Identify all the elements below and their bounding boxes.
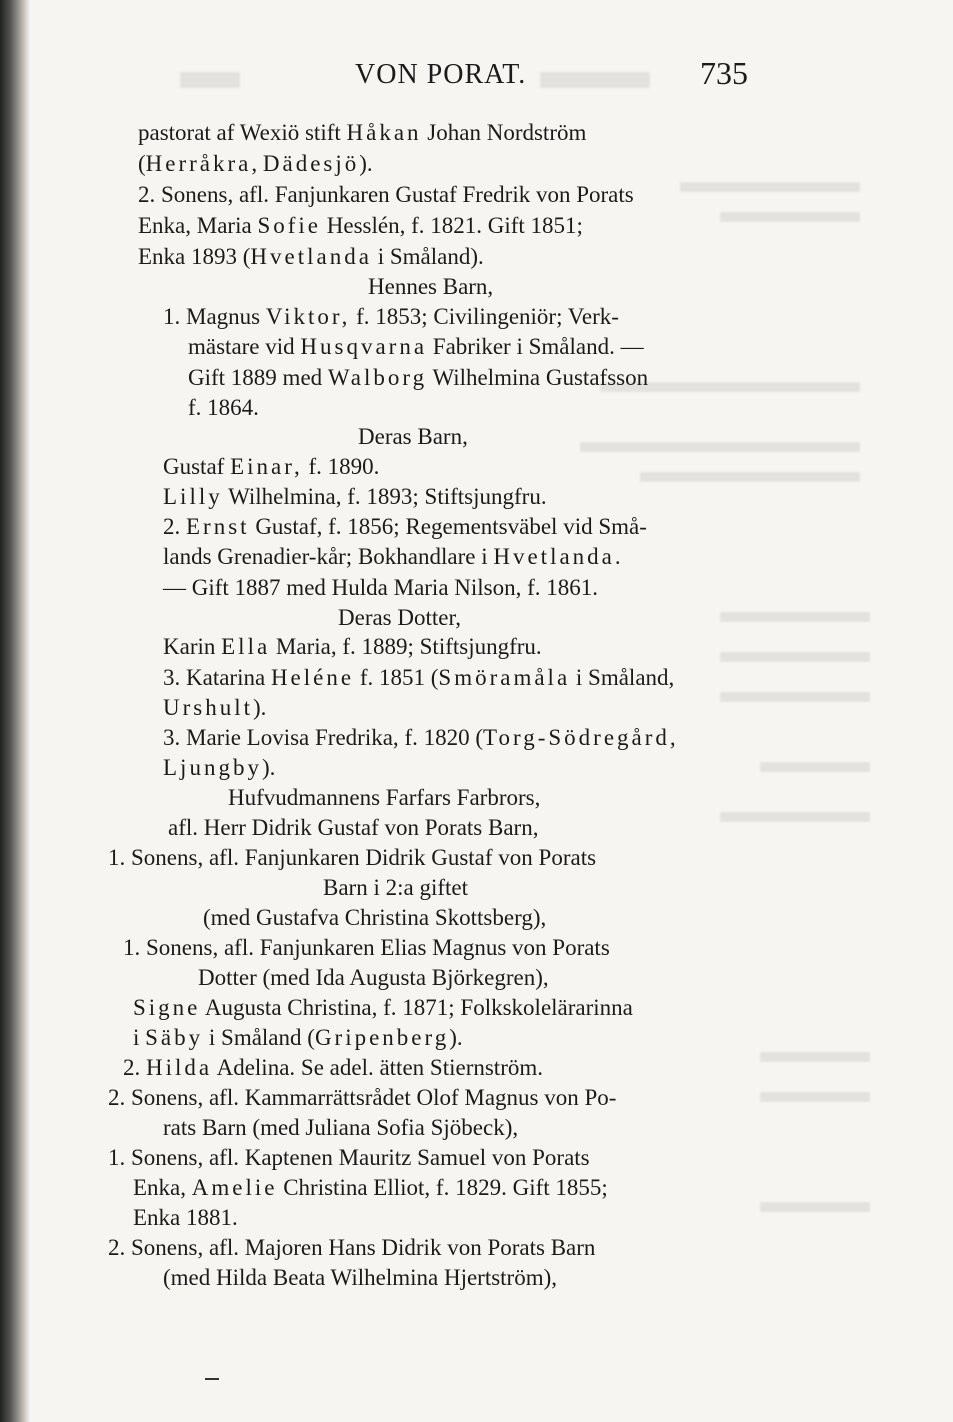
text-line [163, 452, 379, 482]
text-segment: ). [261, 755, 276, 780]
text-line [228, 783, 540, 813]
text-segment: Adelina. [216, 1055, 296, 1080]
text-segment: 2. [108, 1235, 131, 1260]
text-segment: Einar, [230, 454, 303, 479]
text-segment: Katarina [186, 665, 266, 690]
text-line [203, 903, 546, 933]
text-segment: lands Grenadier-kår; Bokhandlare i [163, 544, 494, 569]
text-segment: Signe [133, 995, 201, 1020]
text-segment: Heléne [270, 665, 355, 690]
text-segment: Ljungby [163, 755, 262, 780]
running-head: VON PORAT. [355, 59, 527, 90]
book-binding-edge [0, 0, 30, 1422]
text-segment: Hilda [146, 1055, 213, 1080]
text-segment: ). [253, 695, 267, 720]
text-segment: f. 1864. [188, 395, 259, 420]
text-segment: Dädesjö [262, 151, 360, 176]
text-segment: Torg-Södregård [483, 725, 670, 750]
text-line [108, 843, 596, 873]
text-line [358, 422, 468, 452]
text-segment: , [669, 725, 676, 750]
text-line [163, 1113, 518, 1143]
text-segment: ). [449, 1025, 463, 1050]
text-segment: 2. [138, 182, 161, 207]
text-segment: Walborg [327, 365, 428, 390]
text-segment: Magnus [186, 304, 261, 329]
text-line [133, 993, 633, 1023]
stray-mark [205, 1378, 219, 1380]
text-line [163, 573, 598, 603]
text-segment: 1. [123, 935, 146, 960]
text-segment: i Småland, [570, 665, 675, 690]
text-line [163, 302, 619, 332]
text-line [133, 1203, 238, 1233]
text-segment: — Gift 1887 med [163, 575, 332, 600]
text-segment: Sonens, [131, 1085, 204, 1110]
text-segment: f. 1829. Gift 1855; [430, 1175, 608, 1200]
text-line [168, 813, 538, 843]
text-segment: 2. [123, 1055, 146, 1080]
text-segment: Barn i 2:a giftet [323, 875, 468, 900]
text-segment: Hulda Maria Nilson, [331, 575, 522, 600]
text-segment: Christina Elliot, [283, 1175, 431, 1200]
text-segment: Deras Dotter, [338, 605, 461, 630]
text-segment: Hesslén, [326, 213, 406, 238]
text-segment: Wilhelmina Gustafsson [432, 365, 649, 390]
text-segment: Sonens, [131, 1145, 204, 1170]
page-header [0, 55, 953, 105]
text-segment: afl. Kaptenen Mauritz Samuel von Porats [203, 1145, 590, 1170]
text-segment: Se adel. ätten [295, 1055, 430, 1080]
text-line [188, 363, 648, 393]
text-segment: Stiernström. [429, 1055, 544, 1080]
text-segment: f. 1889; Stiftsjungfru. [336, 634, 542, 659]
text-line [138, 180, 634, 210]
text-segment: Hvetlanda [493, 544, 615, 569]
text-segment: 2. [163, 514, 186, 539]
text-segment: . [614, 544, 621, 569]
text-line [108, 1143, 590, 1173]
text-segment: Gustaf, [255, 514, 323, 539]
text-segment: Hufvudmannens Farfars Farbrors, [228, 785, 541, 810]
text-segment: Deras Barn, [358, 424, 468, 449]
text-segment: Sonens, [131, 845, 204, 870]
text-segment: f. 1820 ( [398, 725, 484, 750]
text-segment: f. 1890. [302, 454, 380, 479]
text-segment: (med Gustafva Christina Skottsberg), [203, 905, 547, 930]
text-line [138, 211, 583, 241]
text-line [108, 1233, 595, 1263]
text-line [163, 663, 674, 693]
text-segment: , [251, 151, 263, 176]
text-segment: Smöramåla [438, 665, 571, 690]
text-segment: i Småland ( [203, 1025, 315, 1050]
text-segment: i [133, 1025, 146, 1050]
text-segment: afl. Herr Didrik Gustaf von Porats Barn, [168, 815, 539, 840]
text-segment: Gustaf [163, 454, 225, 479]
text-segment: f. 1871; Folkskolelärarinna [377, 995, 633, 1020]
text-segment: 1. [163, 304, 186, 329]
text-segment: Ernst [186, 514, 250, 539]
text-segment: Hennes Barn, [368, 274, 494, 299]
text-segment: rats Barn (med Juliana Sofia Sjöbeck), [163, 1115, 519, 1140]
text-line [138, 149, 373, 179]
text-segment: Gift 1889 med [188, 365, 328, 390]
text-segment: afl. Fanjunkaren Didrik Gustaf von Porats [203, 845, 597, 870]
text-segment: (med Hilda Beata Wilhelmina Hjertström), [163, 1265, 558, 1290]
text-segment: ( [138, 151, 146, 176]
text-line [198, 963, 549, 993]
text-segment: f. 1861. [521, 575, 599, 600]
text-segment: Fabriker i Småland. — [427, 334, 644, 359]
text-segment: f. 1853; Civilingeniör; Verk- [350, 304, 619, 329]
text-line [188, 332, 644, 362]
text-segment: f. 1856; Regementsväbel vid Små- [322, 514, 647, 539]
text-segment: Enka 1881. [133, 1205, 238, 1230]
text-segment: Dotter (med Ida Augusta Björkegren), [198, 965, 549, 990]
text-segment: afl. Kammarrättsrådet Olof Magnus von Po- [203, 1085, 617, 1110]
text-line [138, 242, 484, 272]
text-segment: Sonens, [131, 1235, 204, 1260]
text-line [163, 723, 676, 753]
text-segment: Karin [163, 634, 216, 659]
text-line [123, 1053, 543, 1083]
text-line [368, 272, 493, 302]
text-line [133, 1023, 463, 1053]
text-line [163, 693, 266, 723]
text-segment: Sonens, [146, 935, 219, 960]
text-segment: 1. [108, 845, 131, 870]
text-segment: mästare vid [188, 334, 301, 359]
text-segment: f. 1851 ( [354, 665, 439, 690]
text-segment: 3. [163, 725, 186, 750]
text-segment: Herråkra [145, 151, 252, 176]
text-segment: Marie Lovisa Fredrika, [186, 725, 399, 750]
text-line [123, 933, 610, 963]
page-number: 735 [700, 55, 748, 91]
text-segment: ). [359, 151, 373, 176]
text-segment: Lilly [163, 484, 223, 509]
text-segment: Håkan [346, 120, 422, 145]
text-line [163, 1263, 557, 1293]
text-line [138, 118, 586, 148]
text-segment: Wilhelmina, [228, 484, 342, 509]
text-segment: Säby [145, 1025, 204, 1050]
text-segment: i Småland). [371, 244, 484, 269]
text-segment: Gripenberg [314, 1025, 450, 1050]
text-segment: Urshult [163, 695, 253, 720]
text-line [338, 603, 461, 633]
text-line [163, 542, 621, 572]
text-segment: afl. Fanjunkaren Elias Magnus von Porats [218, 935, 610, 960]
text-segment: Maria [196, 213, 252, 238]
text-segment: Amelie [191, 1175, 278, 1200]
text-line [133, 1173, 608, 1203]
text-segment: afl. Fanjunkaren Gustaf Fredrik von Porats [233, 182, 634, 207]
text-segment: Enka, [133, 1175, 192, 1200]
text-segment: f. 1893; Stiftsjungfru. [341, 484, 547, 509]
text-segment: 1. [108, 1145, 131, 1170]
text-segment: 2. [108, 1085, 131, 1110]
text-line [108, 1083, 616, 1113]
text-segment: Ella [221, 634, 271, 659]
text-segment: f. 1821. Gift 1851; [405, 213, 583, 238]
text-segment: 3. [163, 665, 186, 690]
text-line [163, 632, 542, 662]
text-segment: Hvetlanda [250, 244, 372, 269]
text-line [323, 873, 468, 903]
text-segment: Enka, [138, 213, 197, 238]
text-line [163, 512, 647, 542]
text-line [188, 393, 259, 423]
text-line [163, 753, 275, 783]
text-segment: Johan Nordström [427, 120, 587, 145]
text-segment: pastorat af Wexiö stift [138, 120, 347, 145]
text-segment: Sofie [257, 213, 321, 238]
text-segment: Enka 1893 ( [138, 244, 251, 269]
text-line [163, 482, 547, 512]
text-segment: afl. Majoren Hans Didrik von Porats Barn [203, 1235, 596, 1260]
text-segment: Maria, [275, 634, 337, 659]
text-segment: Husqvarna [300, 334, 428, 359]
text-segment: Viktor, [265, 304, 351, 329]
text-segment: Augusta Christina, [204, 995, 378, 1020]
text-segment: Sonens, [161, 182, 234, 207]
